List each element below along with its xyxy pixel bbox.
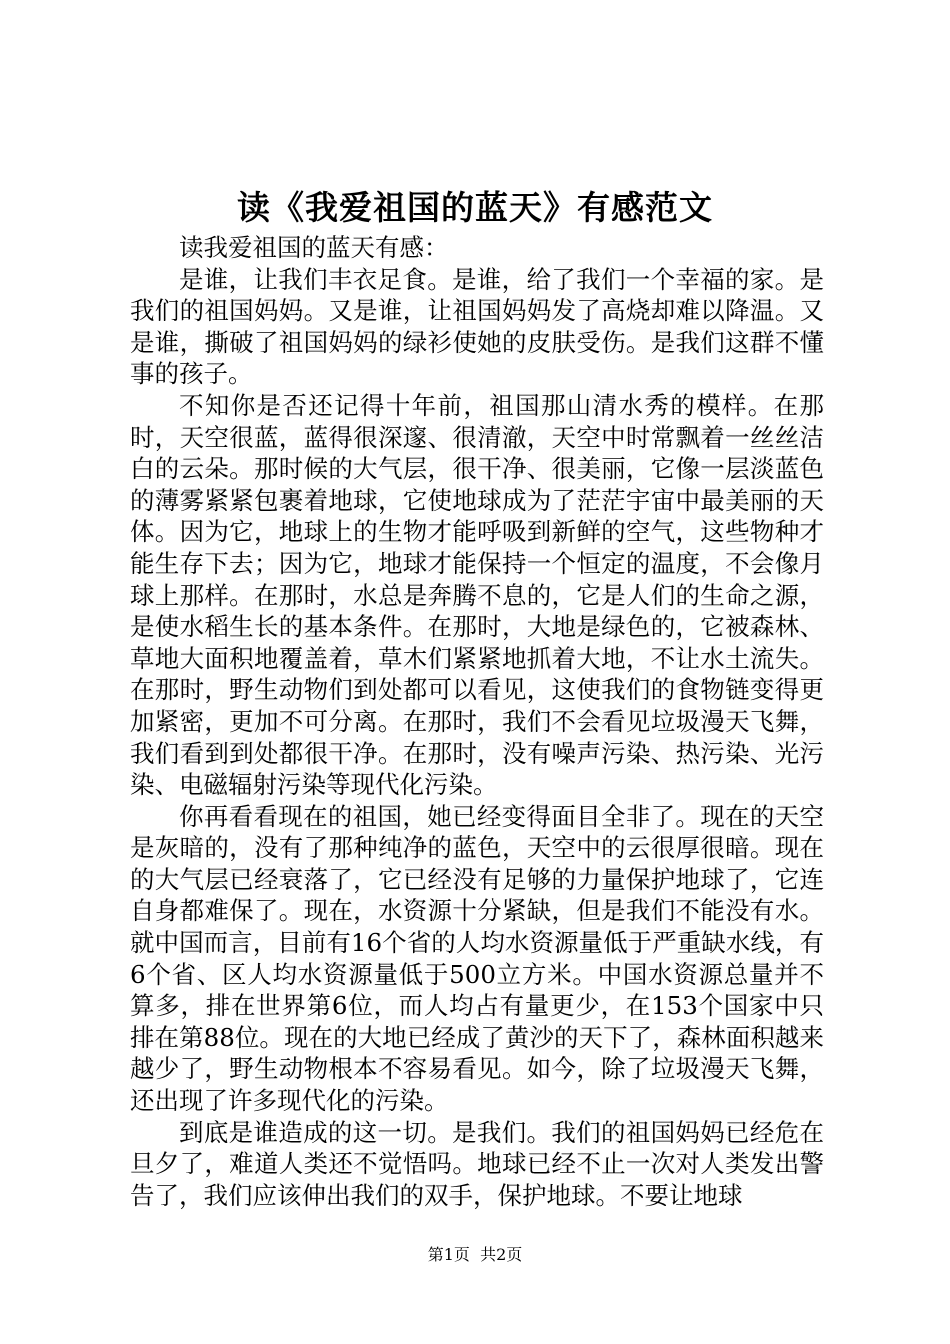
paragraph-intro: 读我爱祖国的蓝天有感：: [179, 233, 449, 262]
paragraph-4: 到底是谁造成的这一切。是我们。我们的祖国妈妈已经危在旦夕了，难道人类还不觉悟吗。地球已经不止一次对人类发出警告了，我们应该伸出我们的双手，保护地球。不要让地球: [130, 1117, 824, 1210]
page-footer: [0, 1244, 950, 1266]
document-title: 读《我爱祖国的蓝天》有感范文: [237, 188, 713, 227]
document-body: [130, 232, 824, 1211]
page-number: 第1页: [427, 1245, 470, 1264]
paragraph-3: 你再看看现在的祖国，她已经变得面目全非了。现在的天空是灰暗的，没有了那种纯净的蓝色，天空中的云很厚很暗。现在的大气层已经衰落了，它已经没有足够的力量保护地球了，它连自身都难保了。现在，水资源十分紧缺，但是我们不能没有水。就中国而言，目前有16个省的人均水资源量低于严重缺水线，有6个省、区人均水资源量低于500立方米。中国水资源总量并不算多，排在世界第6位，而人均占有量更少，在153个国家中只排在第88位。现在的大地已经成了黄沙的天下了，森林面积越来越少了，野生动物根本不容易看见。如今，除了垃圾漫天飞舞，还出现了许多现代化的污染。: [130, 801, 824, 1116]
paragraph-1: 是谁，让我们丰衣足食。是谁，给了我们一个幸福的家。是我们的祖国妈妈。又是谁，让祖国妈妈发了高烧却难以降温。又是谁，撕破了祖国妈妈的绿衫使她的皮肤受伤。是我们这群不懂事的孩子。: [130, 264, 824, 389]
page-total: 共2页: [480, 1245, 523, 1264]
paragraph-2: 不知你是否还记得十年前，祖国那山清水秀的模样。在那时，天空很蓝，蓝得很深邃、很清澈，天空中时常飘着一丝丝洁白的云朵。那时候的大气层，很干净、很美丽，它像一层淡蓝色的薄雾紧紧包裹着地球，它使地球成为了茫茫宇宙中最美丽的天体。因为它，地球上的生物才能呼吸到新鲜的空气，这些物种才能生存下去；因为它，地球才能保持一个恒定的温度，不会像月球上那样。在那时，水总是奔腾不息的，它是人们的生命之源，是使水稻生长的基本条件。在那时，大地是绿色的，它被森林、草地大面积地覆盖着，草木们紧紧地抓着大地，不让水土流失。在那时，野生动物们到处都可以看见，这使我们的食物链变得更加紧密，更加不可分离。在那时，我们不会看见垃圾漫天飞舞，我们看到到处都很干净。在那时，没有噪声污染、热污染、光污染、电磁辐射污染等现代化污染。: [130, 390, 824, 800]
